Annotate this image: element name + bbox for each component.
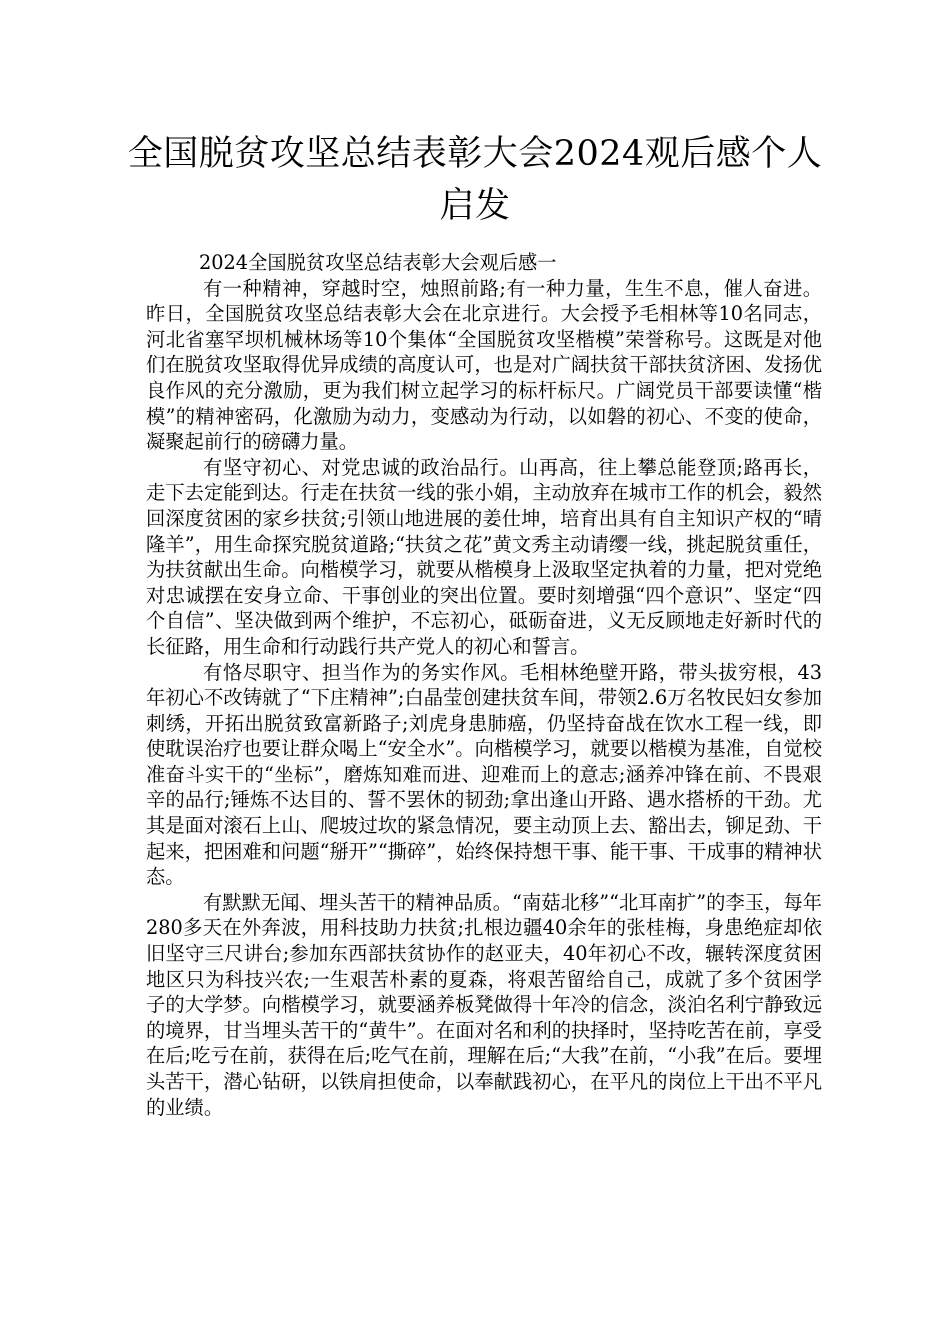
document-body: [146, 250, 822, 1120]
paragraph: 有一种精神，穿越时空，烛照前路;有一种力量，生生不息，催人奋进。昨日，全国脱贫攻坚总结表彰大会在北京进行。大会授予毛相林等10名同志，河北省塞罕坝机械林场等10个集体“全国脱贫攻坚楷模”荣誉称号。这既是对他们在脱贫攻坚取得优异成绩的高度认可，也是对广阔扶贫干部扶贫济困、发扬优良作风的充分激励，更为我们树立起学习的标杆标尺。广阔党员干部要读懂“楷模”的精神密码，化激励为动力，变感动为行动，以如磐的初心、不变的使命，凝聚起前行的磅礴力量。: [146, 276, 822, 454]
paragraph: 有坚守初心、对党忠诚的政治品行。山再高，往上攀总能登顶;路再长，走下去定能到达。行走在扶贫一线的张小娟，主动放弃在城市工作的机会，毅然回深度贫困的家乡扶贫;引领山地进展的姜仕坤，培育出具有自主知识产权的“晴隆羊”，用生命探究脱贫道路;“扶贫之花”黄文秀主动请缨一线，挑起脱贫重任，为扶贫献出生命。向楷模学习，就要从楷模身上汲取坚定执着的力量，把对党绝对忠诚摆在安身立命、干事创业的突出位置。要时刻增强“四个意识”、坚定“四个自信”、坚决做到两个维护，不忘初心，砥砺奋进，义无反顾地走好新时代的长征路，用生命和行动践行共产党人的初心和誓言。: [146, 455, 822, 658]
paragraph: 有恪尽职守、担当作为的务实作风。毛相林绝壁开路，带头拔穷根，43年初心不改铸就了“下庄精神”;白晶莹创建扶贫车间，带领2.6万名牧民妇女参加刺绣，开拓出脱贫致富新路子;刘虎身患肺癌，仍坚持奋战在饮水工程一线，即使耽误治疗也要让群众喝上“安全水”。向楷模学习，就要以楷模为基准，自觉校准奋斗实干的“坐标”，磨炼知难而进、迎难而上的意志;涵养冲锋在前、不畏艰辛的品行;锤炼不达目的、誓不罢休的韧劲;拿出逢山开路、遇水搭桥的干劲。尤其是面对滚石上山、爬坡过坎的紧急情况，要主动顶上去、豁出去，铆足劲、干起来，把困难和问题“掰开”“撕碎”，始终保持想干事、能干事、干成事的精神状态。: [146, 660, 822, 889]
paragraph: 有默默无闻、埋头苦干的精神品质。“南菇北移”“北耳南扩”的李玉，每年280多天在外奔波，用科技助力扶贫;扎根边疆40余年的张桂梅，身患绝症却依旧坚守三尺讲台;参加东西部扶贫协作的赵亚夫，40年初心不改，辗转深度贫困地区只为科技兴农;一生艰苦朴素的夏森，将艰苦留给自己，成就了多个贫困学子的大学梦。向楷模学习，就要涵养板凳做得十年冷的信念，淡泊名利宁静致远的境界，甘当埋头苦干的“黄牛”。在面对名和利的抉择时，坚持吃苦在前，享受在后;吃亏在前，获得在后;吃气在前，理解在后;“大我”在前，“小我”在后。要埋头苦干，潜心钻研，以铁肩担使命，以奉献践初心，在平凡的岗位上干出不平凡的业绩。: [146, 890, 822, 1119]
document-title: 全国脱贫攻坚总结表彰大会2024观后感个人启发: [127, 134, 823, 226]
section-subheading: 2024全国脱贫攻坚总结表彰大会观后感一: [199, 251, 557, 274]
